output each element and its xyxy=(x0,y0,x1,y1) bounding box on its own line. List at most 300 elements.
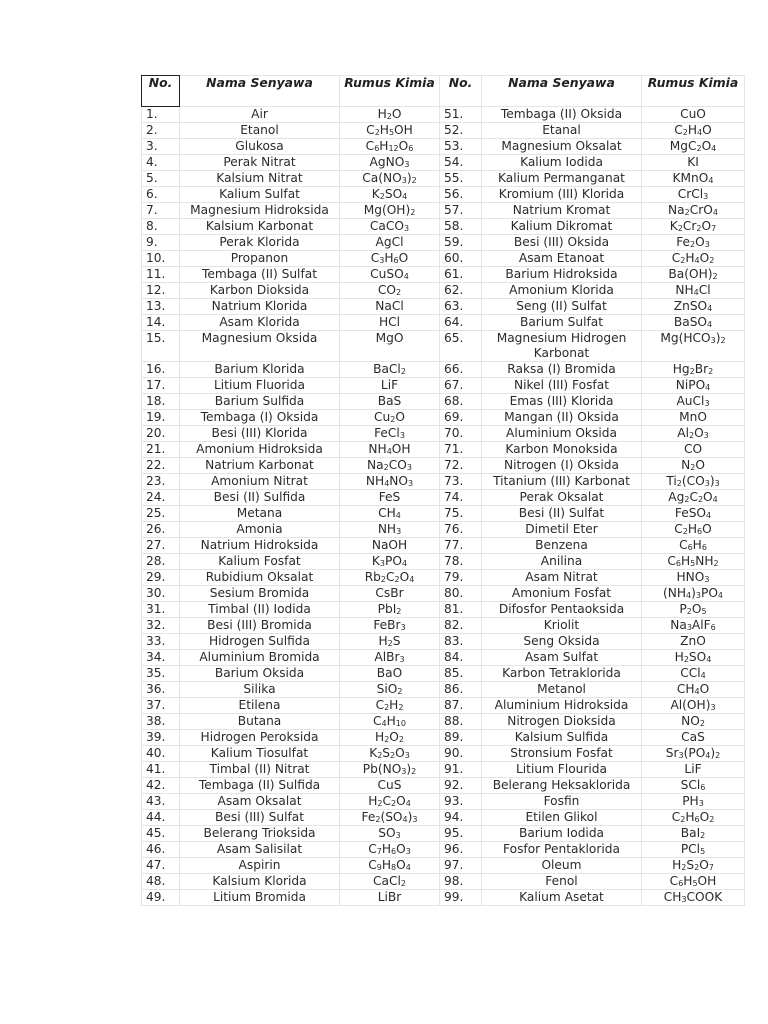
compound-name-right: Asam Nitrat xyxy=(482,570,642,586)
row-number-right: 58. xyxy=(440,219,482,235)
row-number-right: 76. xyxy=(440,522,482,538)
formula-left: CsBr xyxy=(340,586,440,602)
table-row xyxy=(142,458,745,474)
row-number-right: 77. xyxy=(440,538,482,554)
compound-name-right: Asam Etanoat xyxy=(482,251,642,267)
row-number-left: 42. xyxy=(142,778,180,794)
row-number-right: 75. xyxy=(440,506,482,522)
table-body xyxy=(142,107,745,906)
compound-name-right: Difosfor Pentaoksida xyxy=(482,602,642,618)
formula-left: LiBr xyxy=(340,890,440,906)
compound-name-left: Perak Nitrat xyxy=(180,155,340,171)
formula-left: SiO$_2$ xyxy=(340,682,440,698)
row-number-left: 44. xyxy=(142,810,180,826)
row-number-right: 78. xyxy=(440,554,482,570)
row-number-right: 51. xyxy=(440,107,482,123)
row-number-right: 80. xyxy=(440,586,482,602)
row-number-right: 81. xyxy=(440,602,482,618)
table-row xyxy=(142,714,745,730)
compound-name-right: Natrium Kromat xyxy=(482,203,642,219)
row-number-left: 21. xyxy=(142,442,180,458)
formula-right: $C_2H_6O_2$ xyxy=(642,810,745,826)
compound-name-left: Karbon Dioksida xyxy=(180,283,340,299)
header-no-left: No. xyxy=(142,76,180,107)
compound-name-left: Rubidium Oksalat xyxy=(180,570,340,586)
row-number-left: 16. xyxy=(142,362,180,378)
table-row xyxy=(142,362,745,378)
compound-name-right: Seng (II) Sulfat xyxy=(482,299,642,315)
formula-right: FeSO$_4$ xyxy=(642,506,745,522)
formula-left: $Cu_2O$ xyxy=(340,410,440,426)
table-row xyxy=(142,219,745,235)
formula-right: $C_2H_4O_2$ xyxy=(642,251,745,267)
compound-name-right: Etanal xyxy=(482,123,642,139)
formula-left: $Ca(NO_3)_2$ xyxy=(340,171,440,187)
row-number-left: 32. xyxy=(142,618,180,634)
formula-right: CCl$_4$ xyxy=(642,666,745,682)
compound-name-left: Belerang Trioksida xyxy=(180,826,340,842)
formula-left: $C_7H_6O_3$ xyxy=(340,842,440,858)
compound-name-right: Etilen Glikol xyxy=(482,810,642,826)
table-row xyxy=(142,650,745,666)
table-row xyxy=(142,618,745,634)
compound-name-right: Kalsium Sulfida xyxy=(482,730,642,746)
table-row xyxy=(142,858,745,874)
compound-name-right: Fosfin xyxy=(482,794,642,810)
header-name-right: Nama Senyawa xyxy=(482,76,642,107)
formula-right: $Ti_2(CO_3)_3$ xyxy=(642,474,745,490)
compound-name-right: Fosfor Pentaklorida xyxy=(482,842,642,858)
compound-name-right: Barium Iodida xyxy=(482,826,642,842)
row-number-right: 67. xyxy=(440,378,482,394)
row-number-left: 33. xyxy=(142,634,180,650)
compound-name-right: Emas (III) Klorida xyxy=(482,394,642,410)
compound-name-right: Belerang Heksaklorida xyxy=(482,778,642,794)
row-number-left: 49. xyxy=(142,890,180,906)
row-number-left: 23. xyxy=(142,474,180,490)
table-row xyxy=(142,634,745,650)
compound-table xyxy=(141,75,745,906)
compound-name-right: Amonium Fosfat xyxy=(482,586,642,602)
row-number-right: 57. xyxy=(440,203,482,219)
formula-left: NaCl xyxy=(340,299,440,315)
compound-name-right: Aluminium Oksida xyxy=(482,426,642,442)
compound-name-left: Air xyxy=(180,107,340,123)
formula-right: $NH_4Cl$ xyxy=(642,283,745,299)
formula-right: $N_2O$ xyxy=(642,458,745,474)
formula-left: $C_3H_6O$ xyxy=(340,251,440,267)
compound-name-left: Kalsium Klorida xyxy=(180,874,340,890)
row-number-right: 92. xyxy=(440,778,482,794)
compound-name-left: Besi (III) Bromida xyxy=(180,618,340,634)
table-row xyxy=(142,442,745,458)
formula-left: $C_4H_{10}$ xyxy=(340,714,440,730)
row-number-right: 99. xyxy=(440,890,482,906)
compound-name-right: Asam Sulfat xyxy=(482,650,642,666)
compound-name-left: Amonium Hidroksida xyxy=(180,442,340,458)
table-row xyxy=(142,682,745,698)
formula-left: $CO_2$ xyxy=(340,283,440,299)
table-row xyxy=(142,394,745,410)
table-row xyxy=(142,123,745,139)
formula-left: $H_2C_2O_4$ xyxy=(340,794,440,810)
compound-name-right: Karbon Monoksida xyxy=(482,442,642,458)
table-row xyxy=(142,602,745,618)
row-number-right: 90. xyxy=(440,746,482,762)
row-number-right: 64. xyxy=(440,315,482,331)
table-row xyxy=(142,410,745,426)
compound-name-right: Kalium Permanganat xyxy=(482,171,642,187)
formula-right: $MgC_2O_4$ xyxy=(642,139,745,155)
row-number-right: 89. xyxy=(440,730,482,746)
formula-left: $H_2O_2$ xyxy=(340,730,440,746)
formula-right: $Sr_3(PO_4)_2$ xyxy=(642,746,745,762)
table-row xyxy=(142,666,745,682)
compound-name-right: Barium Sulfat xyxy=(482,315,642,331)
row-number-left: 46. xyxy=(142,842,180,858)
row-number-right: 74. xyxy=(440,490,482,506)
formula-left: FeS xyxy=(340,490,440,506)
compound-name-right: Besi (II) Sulfat xyxy=(482,506,642,522)
table-row xyxy=(142,378,745,394)
row-number-left: 18. xyxy=(142,394,180,410)
table-row xyxy=(142,586,745,602)
formula-right: SCl$_6$ xyxy=(642,778,745,794)
compound-name-left: Besi (III) Klorida xyxy=(180,426,340,442)
formula-right: $K_2Cr_2O_7$ xyxy=(642,219,745,235)
row-number-right: 94. xyxy=(440,810,482,826)
table-row xyxy=(142,554,745,570)
formula-left: $CH_4$ xyxy=(340,506,440,522)
row-number-left: 12. xyxy=(142,283,180,299)
row-number-left: 29. xyxy=(142,570,180,586)
header-formula-left: Rumus Kimia xyxy=(340,76,440,107)
formula-right: LiF xyxy=(642,762,745,778)
row-number-left: 45. xyxy=(142,826,180,842)
formula-right: $Fe_2O_3$ xyxy=(642,235,745,251)
compound-name-right: Perak Oksalat xyxy=(482,490,642,506)
formula-right: ZnO xyxy=(642,634,745,650)
compound-name-left: Natrium Hidroksida xyxy=(180,538,340,554)
compound-name-right: Dimetil Eter xyxy=(482,522,642,538)
formula-left: $K_2S_2O_3$ xyxy=(340,746,440,762)
compound-name-left: Timbal (II) Nitrat xyxy=(180,762,340,778)
row-number-left: 10. xyxy=(142,251,180,267)
compound-name-left: Asam Oksalat xyxy=(180,794,340,810)
table-row xyxy=(142,251,745,267)
compound-name-left: Sesium Bromida xyxy=(180,586,340,602)
row-number-right: 66. xyxy=(440,362,482,378)
table-row xyxy=(142,490,745,506)
row-number-right: 82. xyxy=(440,618,482,634)
row-number-left: 28. xyxy=(142,554,180,570)
row-number-left: 30. xyxy=(142,586,180,602)
document-page xyxy=(141,75,744,906)
compound-name-left: Barium Sulfida xyxy=(180,394,340,410)
row-number-right: 71. xyxy=(440,442,482,458)
table-row xyxy=(142,794,745,810)
compound-name-right: Magnesium Oksalat xyxy=(482,139,642,155)
formula-right: PCl$_5$ xyxy=(642,842,745,858)
compound-name-right: Magnesium Hidrogen Karbonat xyxy=(482,331,642,362)
row-number-right: 98. xyxy=(440,874,482,890)
row-number-right: 73. xyxy=(440,474,482,490)
formula-right: $C_2H_4O$ xyxy=(642,123,745,139)
table-row xyxy=(142,187,745,203)
row-number-right: 52. xyxy=(440,123,482,139)
formula-right: $C_2H_6O$ xyxy=(642,522,745,538)
table-row xyxy=(142,283,745,299)
formula-left: NaOH xyxy=(340,538,440,554)
row-number-left: 4. xyxy=(142,155,180,171)
compound-name-right: Karbon Tetraklorida xyxy=(482,666,642,682)
row-number-right: 59. xyxy=(440,235,482,251)
row-number-left: 26. xyxy=(142,522,180,538)
row-number-left: 3. xyxy=(142,139,180,155)
row-number-right: 88. xyxy=(440,714,482,730)
formula-left: $Fe_2(SO_4)_3$ xyxy=(340,810,440,826)
compound-name-left: Kalium Tiosulfat xyxy=(180,746,340,762)
formula-left: PbI$_2$ xyxy=(340,602,440,618)
row-number-right: 87. xyxy=(440,698,482,714)
compound-name-left: Kalium Fosfat xyxy=(180,554,340,570)
compound-name-left: Propanon xyxy=(180,251,340,267)
compound-name-left: Natrium Klorida xyxy=(180,299,340,315)
header-formula-right: Rumus Kimia xyxy=(642,76,745,107)
row-number-right: 79. xyxy=(440,570,482,586)
compound-name-left: Besi (II) Sulfida xyxy=(180,490,340,506)
row-number-left: 9. xyxy=(142,235,180,251)
table-row xyxy=(142,778,745,794)
row-number-left: 41. xyxy=(142,762,180,778)
row-number-left: 38. xyxy=(142,714,180,730)
compound-name-left: Kalium Sulfat xyxy=(180,187,340,203)
formula-left: CuSO$_4$ xyxy=(340,267,440,283)
compound-name-right: Nitrogen (I) Oksida xyxy=(482,458,642,474)
formula-right: $CH_3COOK$ xyxy=(642,890,745,906)
compound-name-left: Tembaga (II) Sulfida xyxy=(180,778,340,794)
compound-name-right: Kriolit xyxy=(482,618,642,634)
table-row xyxy=(142,890,745,906)
row-number-right: 65. xyxy=(440,331,482,362)
row-number-right: 54. xyxy=(440,155,482,171)
row-number-right: 95. xyxy=(440,826,482,842)
formula-right: NiPO$_4$ xyxy=(642,378,745,394)
table-row xyxy=(142,203,745,219)
row-number-right: 83. xyxy=(440,634,482,650)
compound-name-right: Anilina xyxy=(482,554,642,570)
compound-name-left: Hidrogen Sulfida xyxy=(180,634,340,650)
formula-left: $Rb_2C_2O_4$ xyxy=(340,570,440,586)
row-number-left: 8. xyxy=(142,219,180,235)
formula-right: CrCl$_3$ xyxy=(642,187,745,203)
row-number-left: 34. xyxy=(142,650,180,666)
table-row xyxy=(142,698,745,714)
row-number-left: 5. xyxy=(142,171,180,187)
row-number-left: 31. xyxy=(142,602,180,618)
compound-name-right: Kromium (III) Klorida xyxy=(482,187,642,203)
formula-left: AgCl xyxy=(340,235,440,251)
row-number-right: 69. xyxy=(440,410,482,426)
compound-name-left: Asam Klorida xyxy=(180,315,340,331)
formula-left: HCl xyxy=(340,315,440,331)
table-row xyxy=(142,155,745,171)
row-number-left: 6. xyxy=(142,187,180,203)
table-row xyxy=(142,570,745,586)
formula-right: $PH_3$ xyxy=(642,794,745,810)
row-number-left: 35. xyxy=(142,666,180,682)
formula-left: $C_9H_8O_4$ xyxy=(340,858,440,874)
formula-right: ZnSO$_4$ xyxy=(642,299,745,315)
formula-left: CuS xyxy=(340,778,440,794)
table-row xyxy=(142,826,745,842)
formula-right: KMnO$_4$ xyxy=(642,171,745,187)
row-number-left: 37. xyxy=(142,698,180,714)
compound-name-left: Natrium Karbonat xyxy=(180,458,340,474)
row-number-right: 56. xyxy=(440,187,482,203)
formula-right: $H_2S_2O_7$ xyxy=(642,858,745,874)
compound-name-left: Silika xyxy=(180,682,340,698)
compound-name-right: Nitrogen Dioksida xyxy=(482,714,642,730)
formula-right: $Al(OH)_3$ xyxy=(642,698,745,714)
row-number-right: 93. xyxy=(440,794,482,810)
formula-left: AgNO$_3$ xyxy=(340,155,440,171)
compound-name-left: Glukosa xyxy=(180,139,340,155)
compound-name-right: Mangan (II) Oksida xyxy=(482,410,642,426)
compound-name-right: Metanol xyxy=(482,682,642,698)
row-number-right: 68. xyxy=(440,394,482,410)
formula-left: $C_6H_{12}O_6$ xyxy=(340,139,440,155)
row-number-right: 91. xyxy=(440,762,482,778)
table-row xyxy=(142,171,745,187)
row-number-left: 24. xyxy=(142,490,180,506)
row-number-left: 20. xyxy=(142,426,180,442)
formula-right: $Hg_2Br_2$ xyxy=(642,362,745,378)
row-number-left: 1. xyxy=(142,107,180,123)
row-number-right: 97. xyxy=(440,858,482,874)
formula-right: CaS xyxy=(642,730,745,746)
compound-name-left: Tembaga (II) Sulfat xyxy=(180,267,340,283)
formula-left: $NH_4OH$ xyxy=(340,442,440,458)
compound-name-left: Timbal (II) Iodida xyxy=(180,602,340,618)
row-number-right: 85. xyxy=(440,666,482,682)
row-number-right: 84. xyxy=(440,650,482,666)
formula-right: $Na_3AlF_6$ xyxy=(642,618,745,634)
compound-name-left: Tembaga (I) Oksida xyxy=(180,410,340,426)
table-row xyxy=(142,810,745,826)
formula-left: $C_2H_5OH$ xyxy=(340,123,440,139)
row-number-right: 86. xyxy=(440,682,482,698)
formula-right: $Na_2CrO_4$ xyxy=(642,203,745,219)
row-number-right: 72. xyxy=(440,458,482,474)
formula-left: $C_2H_2$ xyxy=(340,698,440,714)
table-row xyxy=(142,331,745,362)
formula-left: BaO xyxy=(340,666,440,682)
row-number-left: 7. xyxy=(142,203,180,219)
formula-left: AlBr$_3$ xyxy=(340,650,440,666)
formula-left: FeBr$_3$ xyxy=(340,618,440,634)
formula-left: BaCl$_2$ xyxy=(340,362,440,378)
row-number-right: 61. xyxy=(440,267,482,283)
formula-left: $SO_3$ xyxy=(340,826,440,842)
formula-left: $Na_2CO_3$ xyxy=(340,458,440,474)
compound-name-right: Fenol xyxy=(482,874,642,890)
compound-name-left: Besi (III) Sulfat xyxy=(180,810,340,826)
row-number-left: 47. xyxy=(142,858,180,874)
formula-left: $Pb(NO_3)_2$ xyxy=(340,762,440,778)
row-number-left: 43. xyxy=(142,794,180,810)
row-number-right: 62. xyxy=(440,283,482,299)
formula-right: BaSO$_4$ xyxy=(642,315,745,331)
compound-name-left: Amonia xyxy=(180,522,340,538)
formula-left: BaS xyxy=(340,394,440,410)
compound-name-right: Besi (III) Oksida xyxy=(482,235,642,251)
formula-right: MnO xyxy=(642,410,745,426)
formula-right: $Al_2O_3$ xyxy=(642,426,745,442)
formula-left: MgO xyxy=(340,331,440,362)
table-row xyxy=(142,762,745,778)
compound-name-left: Asam Salisilat xyxy=(180,842,340,858)
table-row xyxy=(142,235,745,251)
formula-left: $NH_4NO_3$ xyxy=(340,474,440,490)
table-row xyxy=(142,842,745,858)
compound-name-right: Kalium Iodida xyxy=(482,155,642,171)
row-number-left: 17. xyxy=(142,378,180,394)
formula-right: $C_6H_6$ xyxy=(642,538,745,554)
row-number-right: 53. xyxy=(440,139,482,155)
formula-right: $(NH_4)_3PO_4$ xyxy=(642,586,745,602)
compound-name-right: Titanium (III) Karbonat xyxy=(482,474,642,490)
row-number-left: 11. xyxy=(142,267,180,283)
compound-name-right: Barium Hidroksida xyxy=(482,267,642,283)
compound-name-right: Seng Oksida xyxy=(482,634,642,650)
row-number-left: 13. xyxy=(142,299,180,315)
compound-name-left: Litium Bromida xyxy=(180,890,340,906)
row-number-left: 19. xyxy=(142,410,180,426)
formula-right: $NO_2$ xyxy=(642,714,745,730)
formula-right: $CH_4O$ xyxy=(642,682,745,698)
formula-left: CaCl$_2$ xyxy=(340,874,440,890)
table-row xyxy=(142,746,745,762)
table-row xyxy=(142,522,745,538)
compound-name-left: Barium Oksida xyxy=(180,666,340,682)
formula-right: $HNO_3$ xyxy=(642,570,745,586)
compound-name-left: Kalsium Nitrat xyxy=(180,171,340,187)
formula-right: $Ag_2C_2O_4$ xyxy=(642,490,745,506)
compound-name-right: Kalium Dikromat xyxy=(482,219,642,235)
compound-name-right: Oleum xyxy=(482,858,642,874)
formula-right: CO xyxy=(642,442,745,458)
compound-name-left: Etilena xyxy=(180,698,340,714)
formula-left: $H_2S$ xyxy=(340,634,440,650)
formula-right: $P_2O_5$ xyxy=(642,602,745,618)
table-row xyxy=(142,538,745,554)
formula-left: $K_2SO_4$ xyxy=(340,187,440,203)
formula-left: $H_2O$ xyxy=(340,107,440,123)
compound-name-right: Nikel (III) Fosfat xyxy=(482,378,642,394)
compound-name-left: Perak Klorida xyxy=(180,235,340,251)
header-name-left: Nama Senyawa xyxy=(180,76,340,107)
table-header-row xyxy=(142,76,745,107)
compound-name-right: Amonium Klorida xyxy=(482,283,642,299)
table-row xyxy=(142,506,745,522)
formula-right: KI xyxy=(642,155,745,171)
row-number-right: 96. xyxy=(440,842,482,858)
compound-name-left: Hidrogen Peroksida xyxy=(180,730,340,746)
formula-right: $Ba(OH)_2$ xyxy=(642,267,745,283)
row-number-left: 2. xyxy=(142,123,180,139)
row-number-right: 63. xyxy=(440,299,482,315)
